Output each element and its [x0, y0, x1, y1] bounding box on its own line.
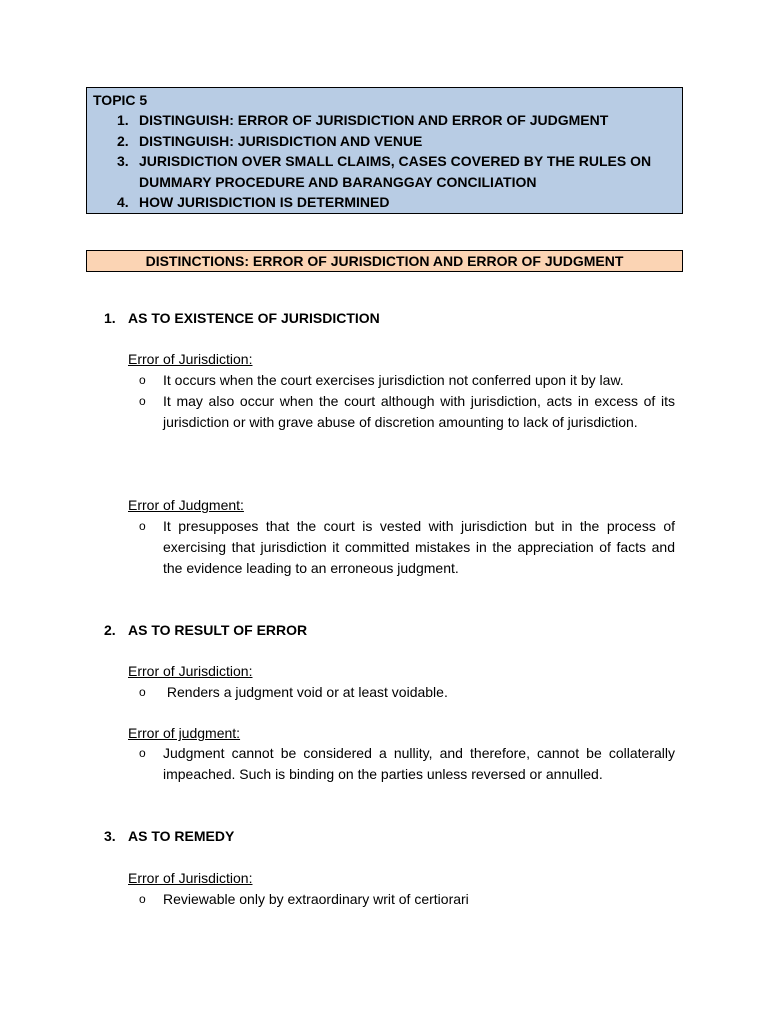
- subheading-error-of-judgment: Error of judgment:: [128, 725, 241, 741]
- topic-list: [93, 110, 676, 213]
- topic-item-text: DISTINGUISH: ERROR OF JURISDICTION AND ERROR OF JUDGMENT: [139, 112, 609, 128]
- topic-item: [93, 192, 676, 213]
- list-item: [128, 682, 675, 703]
- subheading-error-of-judgment: Error of Judgment:: [128, 497, 244, 513]
- topic-item: [93, 110, 676, 131]
- topic-item: [93, 131, 676, 152]
- section-number: 1.: [104, 310, 116, 326]
- bullet-text: Judgment cannot be considered a nullity, and therefore, cannot be collaterally impeached. Such is binding on the parties unless reversed or annulled.: [163, 745, 675, 782]
- topic-box: [86, 87, 683, 214]
- topic-item: [93, 151, 676, 192]
- bullet-text: It occurs when the court exercises jurisdiction not conferred upon it by law.: [163, 372, 624, 388]
- bullet-list: [128, 516, 675, 579]
- section-heading-remedy: [104, 826, 234, 847]
- subheading-error-of-jurisdiction: Error of Jurisdiction:: [128, 663, 253, 679]
- topic-title: TOPIC 5: [93, 92, 148, 108]
- bullet-text: It presupposes that the court is vested with jurisdiction but in the process of exercising that jurisdiction it committed mistakes in the appreciation of facts and the evidence leading to an erroneous judgment.: [163, 518, 675, 576]
- bullet-list: [128, 889, 675, 910]
- bullet-circle-icon: o: [139, 892, 146, 906]
- bullet-text: It may also occur when the court although with jurisdiction, acts in excess of its jurisdiction or with grave abuse of discretion amounting to lack of jurisdiction.: [163, 393, 675, 430]
- topic-item-text: JURISDICTION OVER SMALL CLAIMS, CASES COVERED BY THE RULES ON DUMMARY PROCEDURE AND BARANGGAY CONCILIATION: [139, 153, 652, 190]
- section-title: AS TO EXISTENCE OF JURISDICTION: [128, 310, 380, 326]
- list-item: [128, 391, 675, 433]
- section-title: AS TO REMEDY: [128, 828, 235, 844]
- bullet-circle-icon: o: [139, 519, 146, 533]
- bullet-text: Renders a judgment void or at least voidable.: [163, 684, 448, 700]
- topic-item-number: 2.: [117, 132, 129, 149]
- bullet-circle-icon: o: [139, 373, 146, 387]
- section-heading-existence: [104, 308, 380, 329]
- bullet-circle-icon: o: [139, 394, 146, 408]
- list-item: [128, 370, 675, 391]
- subheading-error-of-jurisdiction: Error of Jurisdiction:: [128, 351, 253, 367]
- topic-item-number: 4.: [117, 194, 129, 210]
- bullet-list: [128, 682, 675, 703]
- distinctions-heading: DISTINCTIONS: ERROR OF JURISDICTION AND ERROR OF JUDGMENT: [86, 250, 683, 272]
- list-item: [128, 743, 675, 785]
- bullet-circle-icon: o: [139, 746, 146, 760]
- bullet-text: Reviewable only by extraordinary writ of certiorari: [163, 891, 469, 907]
- section-number: 3.: [104, 828, 116, 844]
- topic-item-text: DISTINGUISH: JURISDICTION AND VENUE: [139, 132, 423, 149]
- topic-item-number: 3.: [117, 153, 129, 169]
- list-item: [128, 516, 675, 579]
- topic-item-text: HOW JURISDICTION IS DETERMINED: [139, 194, 390, 210]
- section-number: 2.: [104, 622, 116, 638]
- subheading-error-of-jurisdiction: Error of Jurisdiction:: [128, 870, 253, 886]
- bullet-circle-icon: o: [139, 685, 146, 699]
- section-heading-result: [104, 620, 307, 641]
- section-title: AS TO RESULT OF ERROR: [128, 622, 308, 638]
- bullet-list: [128, 370, 675, 433]
- list-item: [128, 889, 675, 910]
- bullet-list: [128, 743, 675, 785]
- topic-item-number: 1.: [117, 112, 129, 128]
